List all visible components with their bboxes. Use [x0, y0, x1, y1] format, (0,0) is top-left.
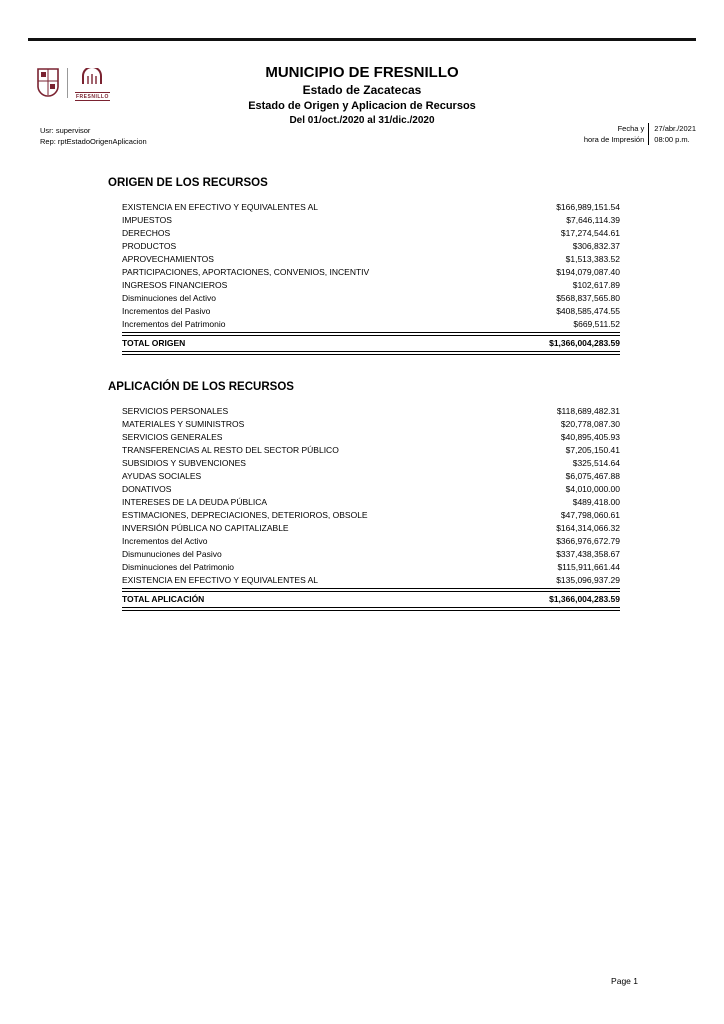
report-row — [122, 457, 620, 470]
report-row — [122, 305, 620, 318]
origen-total-value: $1,366,004,283.59 — [549, 338, 620, 348]
row-value: $102,617.89 — [572, 280, 620, 290]
row-value: $20,778,087.30 — [560, 419, 620, 429]
row-label: Disminuciones del Activo — [122, 293, 217, 303]
report-row — [122, 292, 620, 305]
report-meta-right — [584, 123, 696, 145]
row-value: $40,895,405.93 — [560, 432, 620, 442]
row-value: $4,010,000.00 — [565, 484, 620, 494]
row-label: EXISTENCIA EN EFECTIVO Y EQUIVALENTES AL — [122, 202, 319, 212]
aplicacion-total-row — [122, 592, 620, 606]
report-row — [122, 227, 620, 240]
report-row — [122, 522, 620, 535]
row-label: APROVECHAMIENTOS — [122, 254, 214, 264]
row-value: $306,832.37 — [572, 241, 620, 251]
row-label: Dismunuciones del Pasivo — [122, 549, 222, 559]
report-row — [122, 266, 620, 279]
logo-divider — [67, 68, 68, 98]
row-value: $47,798,060.61 — [560, 510, 620, 520]
row-value: $489,418.00 — [572, 497, 620, 507]
row-label: INVERSIÓN PÚBLICA NO CAPITALIZABLE — [122, 523, 289, 533]
report-header — [120, 64, 604, 126]
report-row — [122, 548, 620, 561]
report-row — [122, 444, 620, 457]
origen-total-row — [122, 336, 620, 350]
row-label: Incrementos del Activo — [122, 536, 208, 546]
print-date-label: Fecha y — [617, 124, 645, 133]
top-border-rule — [28, 38, 696, 41]
aplicacion-heading: APLICACIÓN DE LOS RECURSOS — [108, 381, 294, 393]
report-row — [122, 405, 620, 418]
report-id-label: Rep: rptEstadoOrigenAplicacion — [40, 137, 147, 146]
report-row — [122, 535, 620, 548]
state-subtitle: Estado de Zacatecas — [302, 83, 422, 97]
row-label: SERVICIOS PERSONALES — [122, 406, 229, 416]
report-row — [122, 214, 620, 227]
row-value: $669,511.52 — [573, 319, 620, 329]
report-row — [122, 279, 620, 292]
row-label: INTERESES DE LA DEUDA PÚBLICA — [122, 497, 268, 507]
page-number: Page 1 — [611, 976, 638, 986]
row-value: $164,314,066.32 — [556, 523, 620, 533]
row-value: $166,989,151.54 — [556, 202, 620, 212]
row-label: PARTICIPACIONES, APORTACIONES, CONVENIOS, INCENTIV — [122, 267, 370, 277]
row-value: $408,585,474.55 — [556, 306, 620, 316]
row-label: Incrementos del Patrimonio — [122, 319, 226, 329]
total-rule-bottom — [122, 607, 620, 611]
fresnillo-crest-icon — [36, 68, 60, 103]
print-date-value: 27/abr./2021 — [654, 124, 696, 133]
row-value: $366,976,672.79 — [556, 536, 620, 546]
aplicacion-total-label: TOTAL APLICACIÓN — [122, 594, 205, 604]
row-value: $568,837,565.80 — [556, 293, 620, 303]
report-row — [122, 561, 620, 574]
report-row — [122, 201, 620, 214]
row-label: MATERIALES Y SUMINISTROS — [122, 419, 245, 429]
report-row — [122, 483, 620, 496]
report-row — [122, 253, 620, 266]
report-row — [122, 431, 620, 444]
report-row — [122, 470, 620, 483]
row-label: Disminuciones del Patrimonio — [122, 562, 234, 572]
row-label: TRANSFERENCIAS AL RESTO DEL SECTOR PÚBLICO — [122, 445, 339, 455]
fresnillo-emblem-icon — [79, 68, 105, 91]
row-value: $194,079,087.40 — [556, 267, 620, 277]
row-label: AYUDAS SOCIALES — [122, 471, 202, 481]
print-time-label: hora de Impresión — [583, 135, 645, 144]
report-row — [122, 240, 620, 253]
row-value: $135,096,937.29 — [556, 575, 620, 585]
row-value: $1,513,383.52 — [565, 254, 620, 264]
row-label: DERECHOS — [122, 228, 171, 238]
row-label: SERVICIOS GENERALES — [122, 432, 223, 442]
report-body — [108, 177, 620, 611]
report-meta-left — [40, 125, 147, 147]
row-label: PRODUCTOS — [122, 241, 177, 251]
logo-group — [36, 68, 110, 103]
row-label: IMPUESTOS — [122, 215, 172, 225]
section-origen — [108, 177, 620, 355]
report-row — [122, 496, 620, 509]
logo-wordmark-label: FRESNILLO — [76, 93, 109, 100]
row-label: Incrementos del Pasivo — [122, 306, 211, 316]
row-value: $7,205,150.41 — [565, 445, 620, 455]
aplicacion-rows — [122, 405, 620, 587]
row-value: $115,911,661.44 — [557, 562, 620, 572]
row-label: SUBSIDIOS Y SUBVENCIONES — [122, 458, 246, 468]
report-period: Del 01/oct./2020 al 31/dic./2020 — [289, 115, 435, 126]
report-row — [122, 418, 620, 431]
row-value: $337,438,358.67 — [556, 549, 620, 559]
print-time-value: 08:00 p.m. — [654, 135, 690, 144]
section-aplicacion — [108, 381, 620, 611]
report-row — [122, 574, 620, 587]
report-row — [122, 318, 620, 331]
row-label: ESTIMACIONES, DEPRECIACIONES, DETERIOROS, OBSOLE — [122, 510, 368, 520]
user-label: Usr: supervisor — [40, 126, 91, 135]
row-label: INGRESOS FINANCIEROS — [122, 280, 228, 290]
row-value: $7,646,114.39 — [566, 215, 620, 225]
total-rule-bottom — [122, 351, 620, 355]
municipality-title: MUNICIPIO DE FRESNILLO — [265, 64, 459, 81]
row-label: DONATIVOS — [122, 484, 172, 494]
row-value: $17,274,544.61 — [560, 228, 620, 238]
row-value: $325,514.64 — [572, 458, 620, 468]
origen-total-label: TOTAL ORIGEN — [122, 338, 186, 348]
origen-rows — [122, 201, 620, 331]
row-value: $6,075,467.88 — [565, 471, 620, 481]
row-label: EXISTENCIA EN EFECTIVO Y EQUIVALENTES AL — [122, 575, 319, 585]
row-value: $118,689,482.31 — [556, 406, 620, 416]
report-title: Estado de Origen y Aplicacion de Recursos — [248, 100, 476, 112]
origen-heading: ORIGEN DE LOS RECURSOS — [108, 177, 268, 189]
report-row — [122, 509, 620, 522]
fresnillo-wordmark-logo — [75, 68, 110, 101]
aplicacion-total-value: $1,366,004,283.59 — [549, 594, 620, 604]
